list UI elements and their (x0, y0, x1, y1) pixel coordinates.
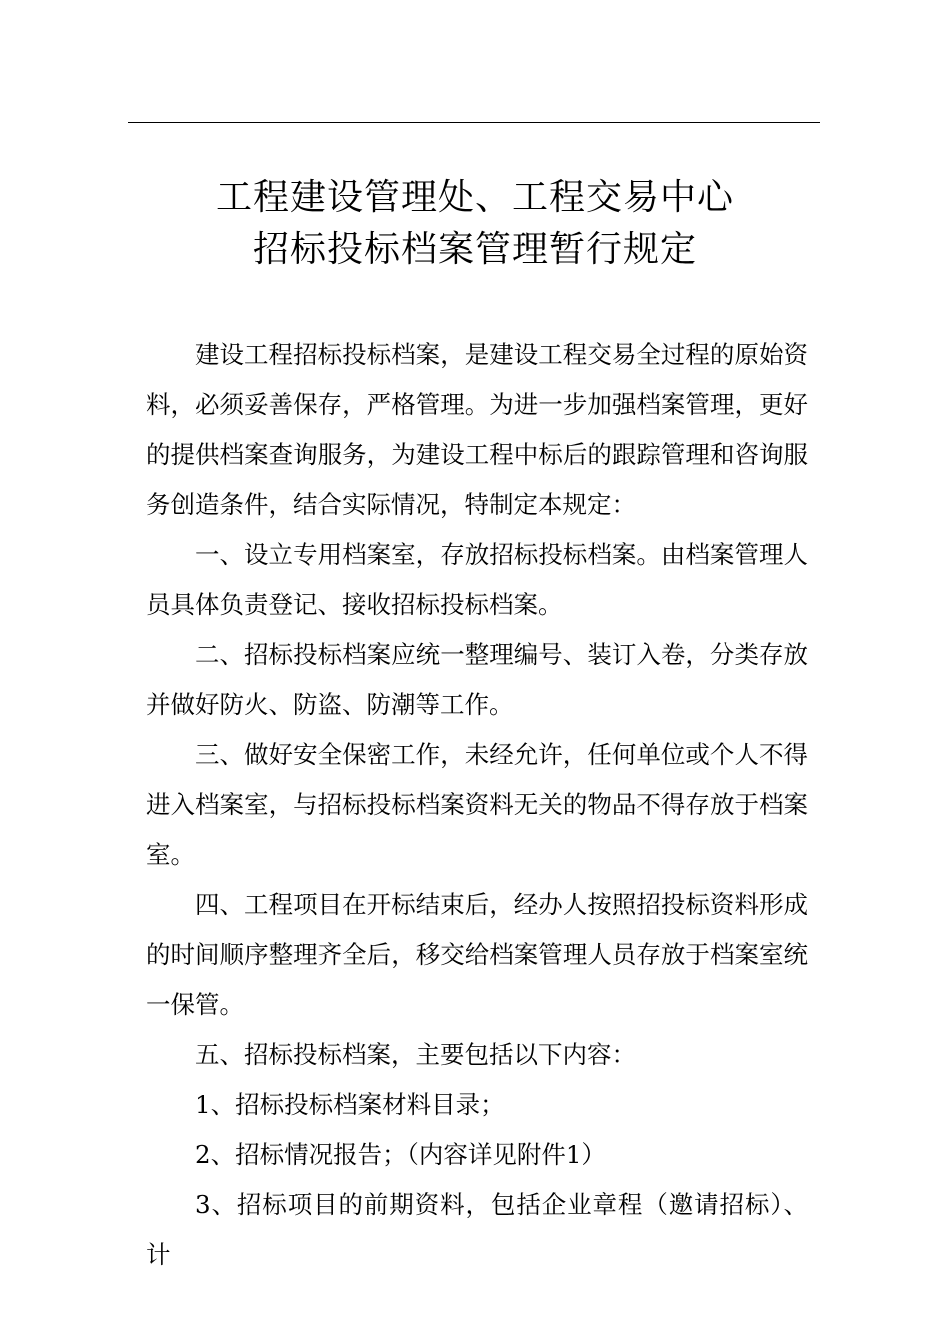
paragraph-item-1: 一、设立专用档案室，存放招标投标档案。由档案管理人员具体负责登记、接收招标投标档案。 (146, 540, 808, 619)
list-item-1: 1、招标投标档案材料目录； (195, 1090, 505, 1119)
document-body (146, 330, 808, 1280)
list-item-3: 3、招标项目的前期资料，包括企业章程（邀请招标）、计 (146, 1190, 808, 1269)
header-rule (128, 122, 820, 123)
paragraph-item-5: 五、招标投标档案，主要包括以下内容： (195, 1040, 636, 1069)
document-title-line-2: 招标投标档案管理暂行规定 (252, 229, 697, 270)
paragraph-item-3: 三、做好安全保密工作，未经允许，任何单位或个人不得进入档案室，与招标投标档案资料无关的物品不得存放于档案室。 (146, 740, 808, 869)
paragraph-intro: 建设工程招标投标档案，是建设工程交易全过程的原始资料，必须妥善保存，严格管理。为进一步加强档案管理，更好的提供档案查询服务，为建设工程中标后的跟踪管理和咨询服务创造条件，结合实际情况，特制定本规定： (146, 340, 808, 519)
paragraph-item-4: 四、工程项目在开标结束后，经办人按照招投标资料形成的时间顺序整理齐全后，移交给档案管理人员存放于档案室统一保管。 (146, 890, 808, 1019)
document-title-line-1: 工程建设管理处、工程交易中心 (215, 177, 734, 218)
paragraph-item-2: 二、招标投标档案应统一整理编号、装订入卷，分类存放并做好防火、防盗、防潮等工作。 (146, 640, 808, 719)
list-item-2: 2、招标情况报告；（内容详见附件1） (195, 1140, 606, 1169)
